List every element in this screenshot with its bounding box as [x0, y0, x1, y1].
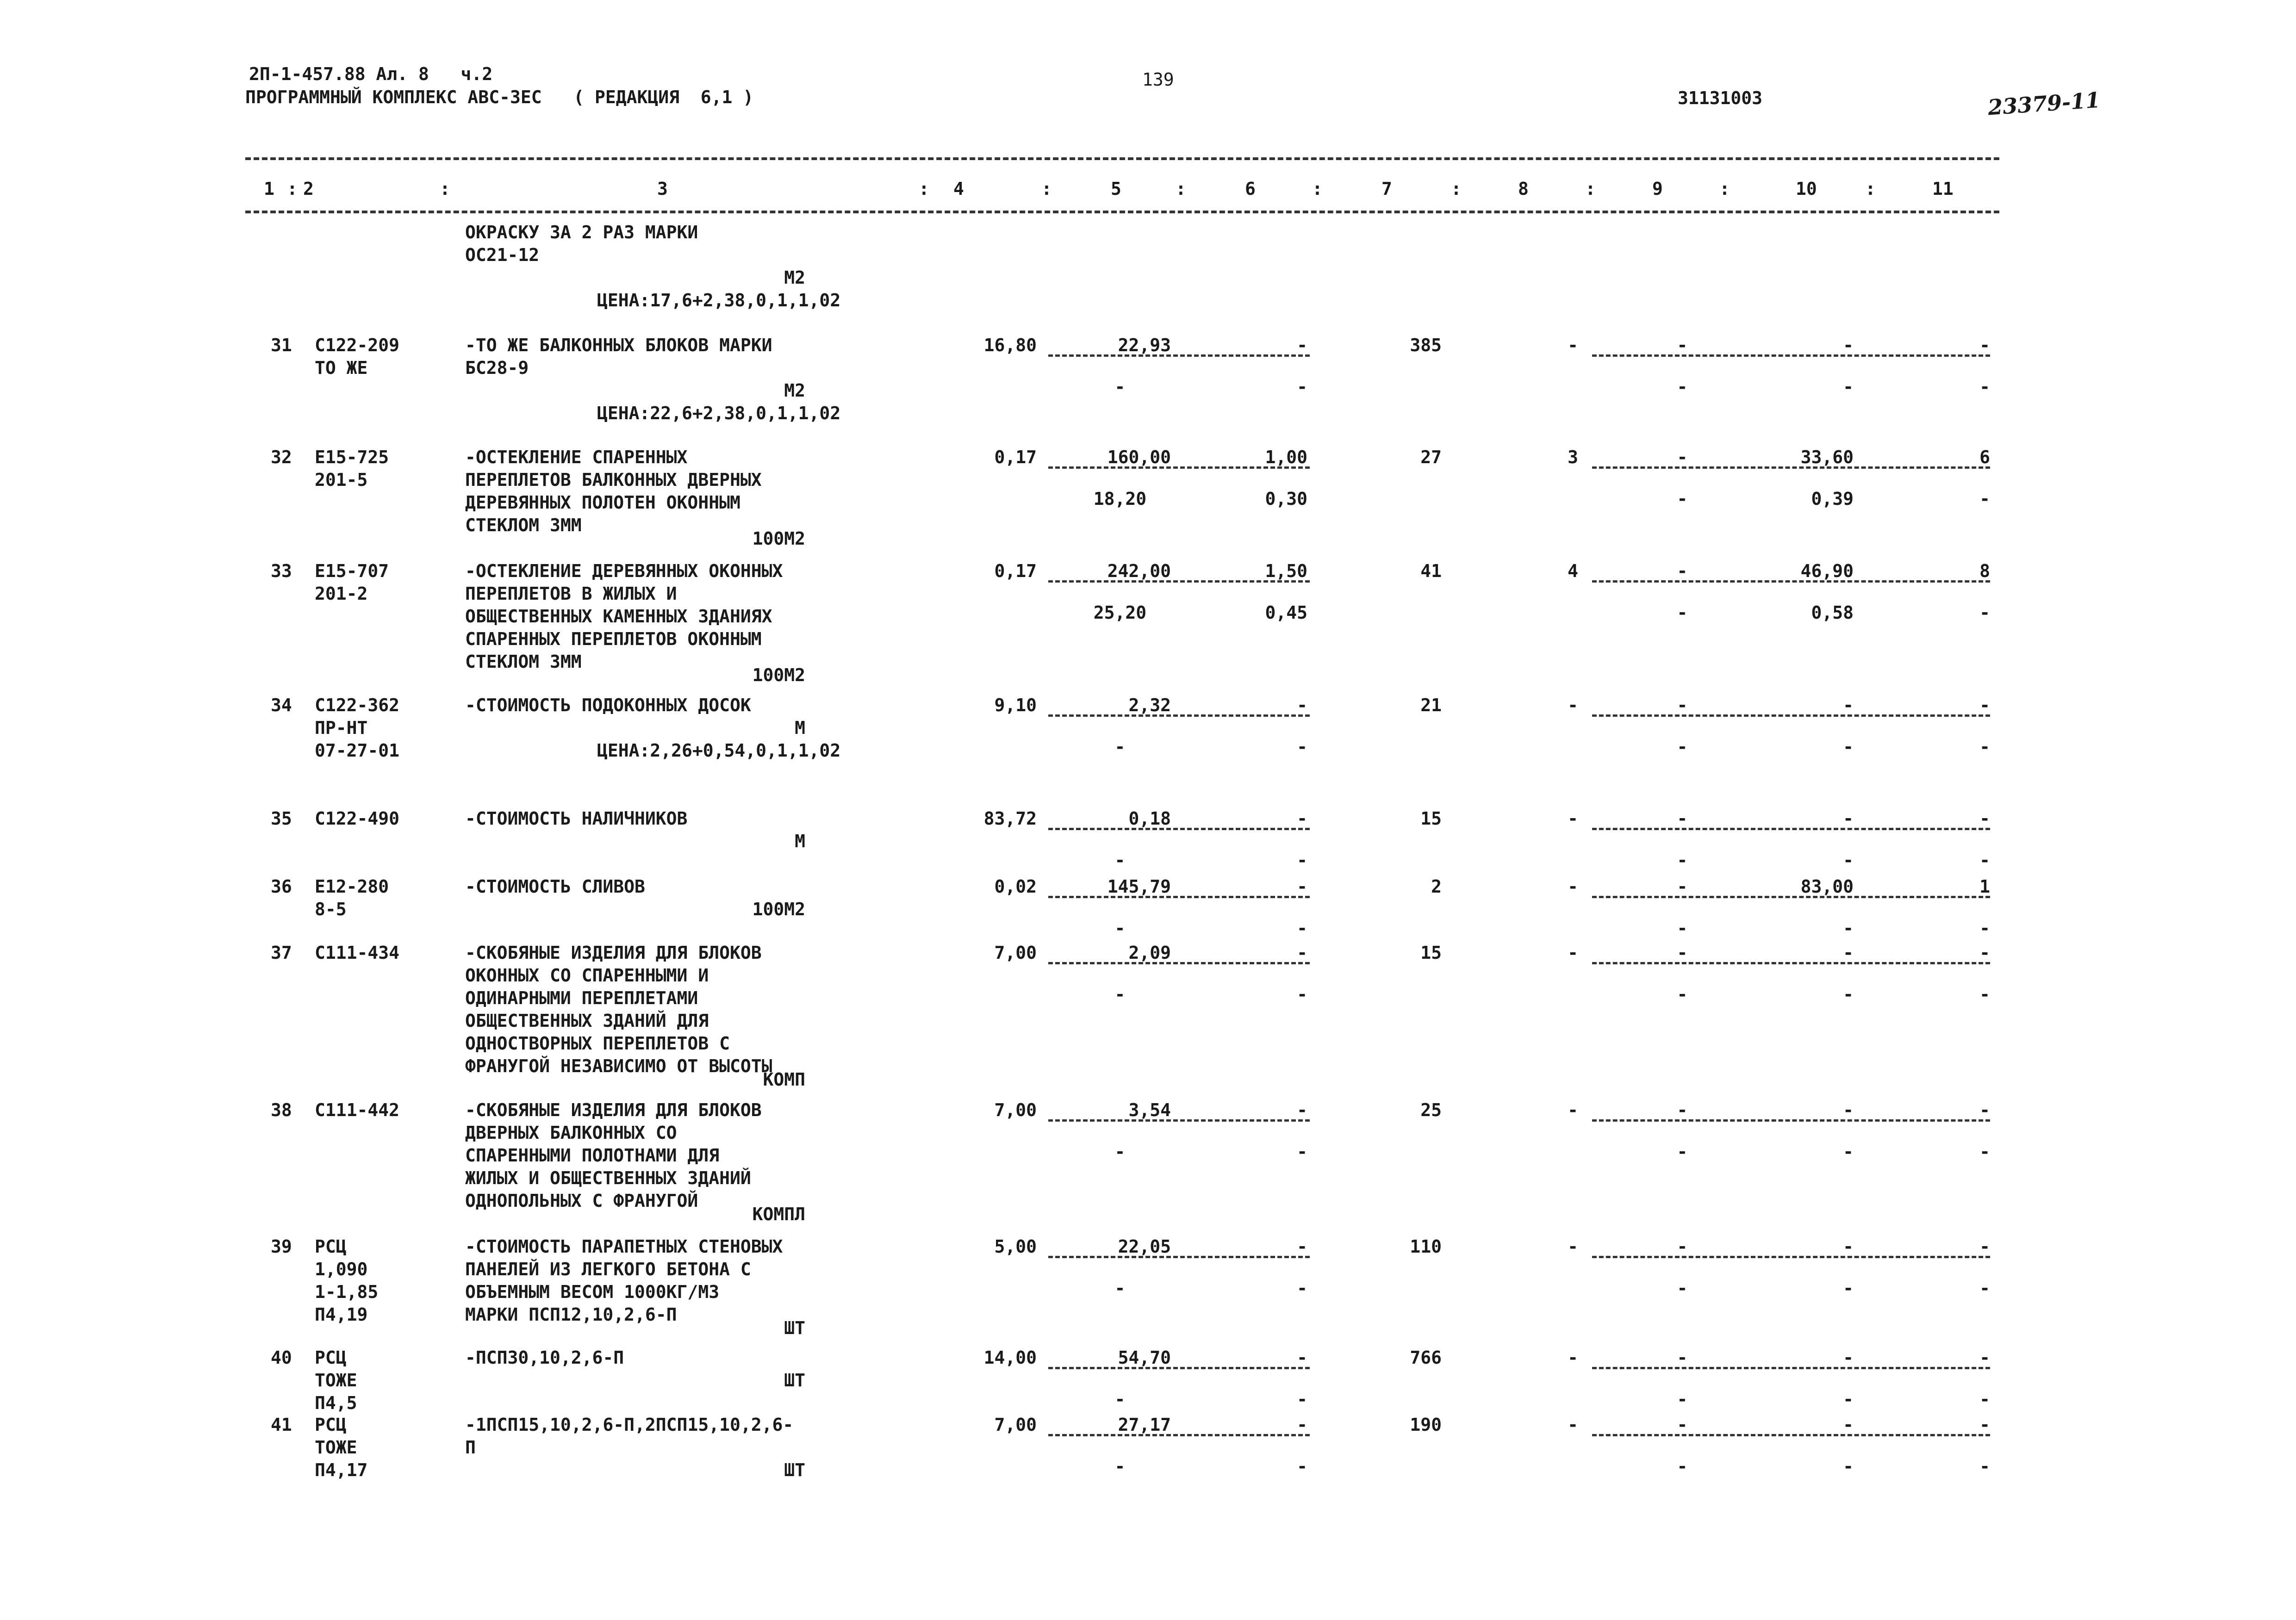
cell-col6-top: -	[1297, 876, 1307, 897]
split-rule	[1592, 896, 1990, 898]
column-header-11: 11	[1932, 179, 1954, 199]
cell-col10-bottom: 0,39	[1811, 489, 1854, 509]
cell-col8: -	[1568, 1415, 1578, 1435]
row-description-line: СПАРЕННЫМИ ПОЛОТНАМИ ДЛЯ	[465, 1145, 720, 1166]
row-description-line: СТЕКЛОМ 3ММ	[465, 652, 582, 672]
row-description-line: МАРКИ ПСП12,10,2,6-П	[465, 1304, 677, 1325]
row-unit: М2	[784, 380, 805, 401]
row-description-line: ОДНОСТВОРНЫХ ПЕРЕПЛЕТОВ С	[465, 1033, 730, 1054]
row-description-line: ОБЪЕМНЫМ ВЕСОМ 1000КГ/М3	[465, 1282, 720, 1302]
cell-col11-bottom: -	[1979, 984, 1990, 1005]
cell-col7: 15	[1420, 808, 1442, 829]
cell-col5-bottom: -	[1114, 1389, 1126, 1409]
cell-col6-bottom: -	[1297, 1278, 1307, 1298]
split-rule	[1592, 828, 1990, 830]
cell-col10-top: -	[1843, 1236, 1854, 1257]
row-code: РСЦ ТОЖЕ П4,17	[315, 1415, 368, 1480]
cell-col6-top: -	[1297, 1100, 1307, 1120]
column-separator: :	[1041, 179, 1052, 199]
cell-col11-top: -	[1979, 1100, 1990, 1120]
split-rule	[1592, 1434, 1990, 1436]
cell-col11-bottom: -	[1979, 1456, 1990, 1477]
row-description-line: ОС21-12	[465, 245, 540, 265]
cell-col5-top: 242,00	[1107, 561, 1171, 581]
cell-col10-top: -	[1843, 1347, 1854, 1368]
cell-col11-bottom: -	[1979, 377, 1990, 397]
cell-col11-top: 8	[1979, 561, 1990, 581]
cell-col6-bottom: 0,45	[1265, 602, 1307, 623]
row-code: Е12-280 8-5	[315, 876, 389, 919]
cell-col9-top: -	[1677, 335, 1688, 355]
row-description-line: -ОСТЕКЛЕНИЕ ДЕРЕВЯННЫХ ОКОННЫХ	[465, 561, 783, 581]
row-price-formula: ЦЕНА:2,26+0,54,0,1,1,02	[597, 740, 841, 761]
row-number: 38	[271, 1100, 292, 1120]
row-description-line: -СТОИМОСТЬ ПАРАПЕТНЫХ СТЕНОВЫХ	[465, 1236, 783, 1257]
cell-col7: 21	[1420, 695, 1442, 715]
row-code: С122-362 ПР-НТ 07-27-01	[315, 695, 400, 761]
cell-col9-bottom: -	[1677, 602, 1688, 623]
column-header-10: 10	[1796, 179, 1817, 199]
cell-col7: 190	[1410, 1415, 1442, 1435]
cell-col8: -	[1568, 1100, 1578, 1120]
cell-col10-bottom: -	[1843, 984, 1854, 1005]
column-header-1: 1	[264, 179, 274, 199]
cell-col9-bottom: -	[1677, 377, 1688, 397]
split-rule	[1048, 466, 1310, 469]
column-separator: :	[1719, 179, 1730, 199]
row-unit: КОМП	[763, 1069, 805, 1090]
row-code: С111-442	[315, 1100, 400, 1120]
row-code: С111-434	[315, 943, 400, 963]
column-separator: :	[1176, 179, 1186, 199]
row-price-formula: ЦЕНА:17,6+2,38,0,1,1,02	[597, 290, 841, 310]
cell-col5-bottom: -	[1114, 1456, 1126, 1477]
cell-col6-bottom: -	[1297, 1142, 1307, 1162]
cell-col10-bottom: -	[1843, 1142, 1854, 1162]
cell-col7: 25	[1420, 1100, 1442, 1120]
cell-col5-bottom: -	[1114, 1278, 1126, 1298]
split-rule	[1592, 1367, 1990, 1369]
row-description-line: -ОСТЕКЛЕНИЕ СПАРЕННЫХ	[465, 447, 688, 467]
cell-col11-top: -	[1979, 1347, 1990, 1368]
cell-col5-bottom: -	[1114, 1142, 1126, 1162]
cell-quantity: 5,00	[994, 1236, 1037, 1257]
split-rule	[1048, 354, 1310, 357]
cell-quantity: 7,00	[994, 1100, 1037, 1120]
split-rule	[1048, 1256, 1310, 1258]
row-description-line: СТЕКЛОМ 3ММ	[465, 515, 582, 535]
cell-col6-top: -	[1297, 1347, 1307, 1368]
row-description-line: -ПСП30,10,2,6-П	[465, 1347, 624, 1368]
cell-col8: -	[1568, 943, 1578, 963]
row-unit: КОМПЛ	[752, 1204, 805, 1224]
row-unit: 100М2	[752, 528, 805, 549]
cell-col11-top: -	[1979, 695, 1990, 715]
cell-quantity: 16,80	[983, 335, 1037, 355]
cell-col5-bottom: -	[1114, 984, 1126, 1005]
column-header-4: 4	[953, 179, 964, 199]
cell-col10-bottom: -	[1843, 377, 1854, 397]
cell-col7: 110	[1410, 1236, 1442, 1257]
cell-col8: 4	[1568, 561, 1578, 581]
cell-col8: -	[1568, 695, 1578, 715]
cell-col10-top: 33,60	[1800, 447, 1854, 467]
row-description-line: ОБЩЕСТВЕННЫХ ЗДАНИЙ ДЛЯ	[465, 1011, 709, 1031]
row-description-line: -СКОБЯНЫЕ ИЗДЕЛИЯ ДЛЯ БЛОКОВ	[465, 943, 762, 963]
cell-col8: -	[1568, 335, 1578, 355]
cell-col9-top: -	[1677, 1236, 1688, 1257]
cell-col9-top: -	[1677, 561, 1688, 581]
cell-col5-bottom: 18,20	[1093, 489, 1147, 509]
cell-col10-top: -	[1843, 695, 1854, 715]
cell-col7: 766	[1410, 1347, 1442, 1368]
row-description-line: СПАРЕННЫХ ПЕРЕПЛЕТОВ ОКОННЫМ	[465, 629, 762, 649]
top-rule	[245, 157, 1999, 160]
column-separator: :	[1312, 179, 1323, 199]
cell-col9-bottom: -	[1677, 1389, 1688, 1409]
split-rule	[1048, 828, 1310, 830]
cell-quantity: 7,00	[994, 943, 1037, 963]
row-unit: 100М2	[752, 665, 805, 685]
cell-col6-top: -	[1297, 808, 1307, 829]
cell-col10-top: 83,00	[1800, 876, 1854, 897]
split-rule	[1048, 1119, 1310, 1122]
cell-col7: 2	[1431, 876, 1442, 897]
cell-col5-top: 22,05	[1118, 1236, 1171, 1257]
split-rule	[1592, 580, 1990, 583]
cell-col9-top: -	[1677, 876, 1688, 897]
row-code: Е15-725 201-5	[315, 447, 389, 490]
split-rule	[1592, 354, 1990, 357]
column-header-9: 9	[1652, 179, 1663, 199]
row-unit: М	[795, 718, 805, 738]
cell-quantity: 0,17	[994, 561, 1037, 581]
cell-col6-bottom: -	[1297, 1456, 1307, 1477]
cell-col6-top: -	[1297, 943, 1307, 963]
cell-quantity: 0,17	[994, 447, 1037, 467]
cell-col10-bottom: -	[1843, 1278, 1854, 1298]
cell-col9-bottom: -	[1677, 1278, 1688, 1298]
column-separator: :	[287, 179, 298, 199]
cell-col11-bottom: -	[1979, 602, 1990, 623]
column-header-8: 8	[1518, 179, 1529, 199]
cell-col11-top: -	[1979, 1236, 1990, 1257]
row-price-formula: ЦЕНА:22,6+2,38,0,1,1,02	[597, 403, 841, 423]
cell-col5-top: 27,17	[1118, 1415, 1171, 1435]
document-reference: 2П-1-457.88 Ал. 8 ч.2	[249, 64, 493, 84]
cell-col11-top: 6	[1979, 447, 1990, 467]
cell-col8: -	[1568, 1347, 1578, 1368]
cell-col8: -	[1568, 1236, 1578, 1257]
row-description-line: -СТОИМОСТЬ ПОДОКОННЫХ ДОСОК	[465, 695, 751, 715]
cell-col7: 41	[1420, 561, 1442, 581]
cell-col9-top: -	[1677, 447, 1688, 467]
row-description-line: ДВЕРНЫХ БАЛКОННЫХ СО	[465, 1123, 677, 1143]
cell-col5-top: 22,93	[1118, 335, 1171, 355]
cell-col8: -	[1568, 808, 1578, 829]
cell-col5-bottom: -	[1114, 918, 1126, 938]
cell-col9-top: -	[1677, 1347, 1688, 1368]
cell-col6-bottom: -	[1297, 984, 1307, 1005]
cell-col6-top: -	[1297, 695, 1307, 715]
row-number: 37	[271, 943, 292, 963]
cell-col11-top: -	[1979, 808, 1990, 829]
cell-col6-bottom: -	[1297, 737, 1307, 757]
row-description-line: ОДНОПОЛЬНЫХ С ФРАНУГОЙ	[465, 1191, 698, 1211]
cell-col9-top: -	[1677, 943, 1688, 963]
cell-col10-top: -	[1843, 335, 1854, 355]
cell-col7: 27	[1420, 447, 1442, 467]
split-rule	[1048, 714, 1310, 717]
row-description-line: ЖИЛЫХ И ОБЩЕСТВЕННЫХ ЗДАНИЙ	[465, 1168, 751, 1188]
cell-col11-top: 1	[1979, 876, 1990, 897]
cell-col11-bottom: -	[1979, 1142, 1990, 1162]
cell-col11-bottom: -	[1979, 918, 1990, 938]
row-unit: 100М2	[752, 899, 805, 919]
cell-col9-top: -	[1677, 695, 1688, 715]
row-description-line: ОДИНАРНЫМИ ПЕРЕПЛЕТАМИ	[465, 988, 698, 1008]
row-code: РСЦ ТОЖЕ П4,5	[315, 1347, 357, 1413]
row-description-line: ОКОННЫХ СО СПАРЕННЫМИ И	[465, 965, 709, 986]
row-number: 33	[271, 561, 292, 581]
cell-col8: -	[1568, 876, 1578, 897]
row-description-line: -ТО ЖЕ БАЛКОННЫХ БЛОКОВ МАРКИ	[465, 335, 772, 355]
page-number: 139	[1142, 69, 1174, 90]
column-separator: :	[919, 179, 929, 199]
cell-col11-bottom: -	[1979, 737, 1990, 757]
row-description-line: ПЕРЕПЛЕТОВ В ЖИЛЫХ И	[465, 583, 677, 604]
row-description-line: БС28-9	[465, 358, 529, 378]
cell-col5-top: 54,70	[1118, 1347, 1171, 1368]
column-header-2: 2	[303, 179, 314, 199]
cell-col5-bottom: -	[1114, 850, 1126, 870]
cell-col10-bottom: -	[1843, 737, 1854, 757]
row-description-line: -1ПСП15,10,2,6-П,2ПСП15,10,2,6-	[465, 1415, 794, 1435]
row-unit: ШТ	[784, 1370, 805, 1390]
cell-col6-bottom: -	[1297, 918, 1307, 938]
cell-col6-bottom: -	[1297, 1389, 1307, 1409]
row-number: 35	[271, 808, 292, 829]
row-code: РСЦ 1,090 1-1,85 П4,19	[315, 1236, 379, 1325]
cell-col8: 3	[1568, 447, 1578, 467]
cell-col6-bottom: 0,30	[1265, 489, 1307, 509]
cell-col10-top: -	[1843, 808, 1854, 829]
row-description-line: ПЕРЕПЛЕТОВ БАЛКОННЫХ ДВЕРНЫХ	[465, 470, 762, 490]
cell-col10-top: -	[1843, 943, 1854, 963]
row-unit: ШТ	[784, 1318, 805, 1338]
document-code: 31131003	[1678, 88, 1763, 108]
column-separator: :	[440, 179, 450, 199]
cell-col11-bottom: -	[1979, 1278, 1990, 1298]
split-rule	[1048, 896, 1310, 898]
header-rule	[245, 211, 1999, 213]
row-unit: М	[795, 831, 805, 851]
column-separator: :	[1865, 179, 1876, 199]
split-rule	[1592, 466, 1990, 469]
row-description-line: ДЕРЕВЯННЫХ ПОЛОТЕН ОКОННЫМ	[465, 492, 740, 513]
cell-col6-top: -	[1297, 335, 1307, 355]
cell-col10-bottom: -	[1843, 918, 1854, 938]
row-number: 34	[271, 695, 292, 715]
row-number: 31	[271, 335, 292, 355]
cell-col10-top: -	[1843, 1415, 1854, 1435]
cell-col5-top: 145,79	[1107, 876, 1171, 897]
row-description-line: ПАНЕЛЕЙ ИЗ ЛЕГКОГО БЕТОНА С	[465, 1259, 751, 1279]
cell-col10-top: -	[1843, 1100, 1854, 1120]
cell-col9-top: -	[1677, 808, 1688, 829]
split-rule	[1592, 1256, 1990, 1258]
row-description-line: ОБЩЕСТВЕННЫХ КАМЕННЫХ ЗДАНИЯХ	[465, 606, 772, 627]
split-rule	[1592, 1119, 1990, 1122]
cell-quantity: 83,72	[983, 808, 1037, 829]
cell-col11-top: -	[1979, 1415, 1990, 1435]
cell-col6-top: 1,50	[1265, 561, 1307, 581]
column-header-6: 6	[1245, 179, 1256, 199]
row-description-line: -СКОБЯНЫЕ ИЗДЕЛИЯ ДЛЯ БЛОКОВ	[465, 1100, 762, 1120]
cell-col10-bottom: -	[1843, 1389, 1854, 1409]
cell-col6-bottom: -	[1297, 850, 1307, 870]
cell-col9-top: -	[1677, 1415, 1688, 1435]
cell-col5-top: 0,18	[1128, 808, 1171, 829]
column-header-7: 7	[1381, 179, 1392, 199]
cell-col11-bottom: -	[1979, 489, 1990, 509]
cell-col10-bottom: -	[1843, 1456, 1854, 1477]
row-unit: ШТ	[784, 1460, 805, 1480]
cell-col9-bottom: -	[1677, 918, 1688, 938]
cell-col5-bottom: -	[1114, 737, 1126, 757]
cell-col11-top: -	[1979, 335, 1990, 355]
cell-col9-bottom: -	[1677, 1456, 1688, 1477]
cell-col5-bottom: -	[1114, 377, 1126, 397]
row-number: 41	[271, 1415, 292, 1435]
cell-col11-bottom: -	[1979, 850, 1990, 870]
cell-col9-bottom: -	[1677, 984, 1688, 1005]
cell-col10-bottom: 0,58	[1811, 602, 1854, 623]
row-number: 32	[271, 447, 292, 467]
cell-quantity: 0,02	[994, 876, 1037, 897]
split-rule	[1048, 580, 1310, 583]
row-code: С122-490	[315, 808, 400, 829]
row-number: 40	[271, 1347, 292, 1368]
column-header-5: 5	[1111, 179, 1121, 199]
row-description-line: -СТОИМОСТЬ СЛИВОВ	[465, 876, 645, 897]
cell-col9-bottom: -	[1677, 489, 1688, 509]
row-description-line: ОКРАСКУ ЗА 2 РАЗ МАРКИ	[465, 222, 698, 242]
cell-quantity: 9,10	[994, 695, 1037, 715]
column-separator: :	[1451, 179, 1462, 199]
row-number: 36	[271, 876, 292, 897]
cell-col5-top: 2,09	[1128, 943, 1171, 963]
row-unit: М2	[784, 267, 805, 288]
row-number: 39	[271, 1236, 292, 1257]
cell-quantity: 7,00	[994, 1415, 1037, 1435]
row-code: Е15-707 201-2	[315, 561, 389, 604]
cell-col5-top: 3,54	[1128, 1100, 1171, 1120]
program-title: ПРОГРАММНЫЙ КОМПЛЕКС АВС-3ЕС ( РЕДАКЦИЯ 6,1 )	[245, 87, 754, 107]
cell-col9-bottom: -	[1677, 850, 1688, 870]
handwritten-note: 23379-11	[1987, 87, 2101, 120]
row-description-line: П	[465, 1437, 476, 1458]
cell-col10-top: 46,90	[1800, 561, 1854, 581]
split-rule	[1592, 962, 1990, 964]
cell-col6-top: 1,00	[1265, 447, 1307, 467]
cell-col7: 385	[1410, 335, 1442, 355]
cell-col7: 15	[1420, 943, 1442, 963]
cell-col11-bottom: -	[1979, 1389, 1990, 1409]
column-separator: :	[1585, 179, 1596, 199]
row-code: С122-209 ТО ЖЕ	[315, 335, 400, 378]
cell-col10-bottom: -	[1843, 850, 1854, 870]
cell-col5-top: 160,00	[1107, 447, 1171, 467]
cell-col5-bottom: 25,20	[1093, 602, 1147, 623]
column-header-3: 3	[657, 179, 668, 199]
row-description-line: -СТОИМОСТЬ НАЛИЧНИКОВ	[465, 808, 688, 829]
cell-col6-top: -	[1297, 1415, 1307, 1435]
row-description-line: ФРАНУГОЙ НЕЗАВИСИМО ОТ ВЫСОТЫ	[465, 1056, 772, 1076]
cell-col5-top: 2,32	[1128, 695, 1171, 715]
cell-col6-bottom: -	[1297, 377, 1307, 397]
cell-col9-top: -	[1677, 1100, 1688, 1120]
cell-col6-top: -	[1297, 1236, 1307, 1257]
cell-col9-bottom: -	[1677, 1142, 1688, 1162]
split-rule	[1592, 714, 1990, 717]
cell-col9-bottom: -	[1677, 737, 1688, 757]
split-rule	[1048, 1434, 1310, 1436]
split-rule	[1048, 1367, 1310, 1369]
cell-col11-top: -	[1979, 943, 1990, 963]
split-rule	[1048, 962, 1310, 964]
cell-quantity: 14,00	[983, 1347, 1037, 1368]
